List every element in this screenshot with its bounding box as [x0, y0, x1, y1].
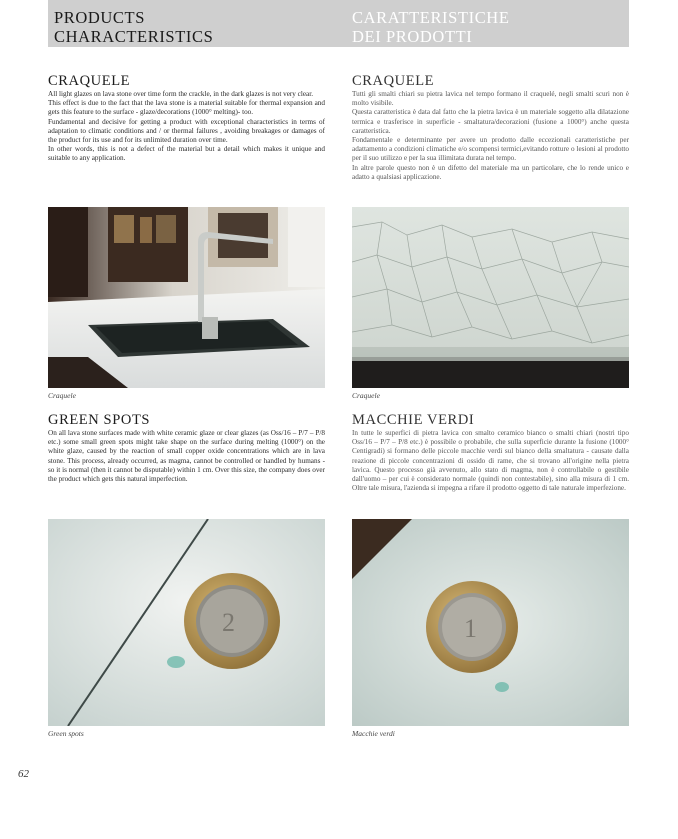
kitchen-sink-photo	[48, 207, 325, 388]
caption-coin-left: Green spots	[48, 729, 84, 738]
paragraph: On all lava stone surfaces made with white ceramic glaze or clear glazes (as Oss/16 – P/7 – P/8 etc.) some small green spots might take shape on the surface during melting (1000°) on the white glaze, caused by the reaction of small copper oxide concentrations which are in lava stone. This process, already occurred, as magma, cannot be controlled or handled by humans - so it is normal (then it cannot be disputable) within 1 cm. Over this size, the company does over the product which gets this natural imperfection.	[48, 429, 325, 484]
caption-crackle: Craquele	[352, 391, 380, 400]
paragraph: This effect is due to the fact that the lava stone is a material suitable for thermal expansion and gets this feature to the surface - glaze/decorations (1000° melting)- too.	[48, 99, 325, 117]
caption-kitchen: Craquele	[48, 391, 76, 400]
craquele-section-en	[48, 73, 325, 164]
paragraph: In other words, this is not a defect of the material but a detail which makes it unique and suitable to any application.	[48, 145, 325, 163]
svg-text:1: 1	[464, 614, 477, 643]
header-title-en: PRODUCTS CHARACTERISTICS	[54, 8, 214, 46]
paragraph: Questa caratteristica è data dal fatto che la pietra lavica è un materiale soggetto alla dilatazione termica e trasferisce in superficie - smaltatura/decorazioni (fusione a 1000°) anche questa caratteristica.	[352, 108, 629, 135]
craquele-section-it	[352, 73, 629, 182]
section-title: CRAQUELE	[352, 73, 435, 89]
paragraph: Fondamentale e determinante per avere un prodotto dalle eccezionali caratteristiche per adattamento a condizioni climatiche e/o scompensi termici,evitando rotture o lesioni al prodotto per il suo utilizzo e per la sua illimitata durata nel tempo.	[352, 136, 629, 163]
svg-text:2: 2	[222, 608, 235, 637]
section-title: CRAQUELE	[48, 73, 131, 89]
paragraph: In tutte le superfici di pietra lavica con smalto ceramico bianco o smalti chiari (nostri tipo Oss/16 – P/7 – P/8 etc.) è possibile o probabile, che sulla superficie durante la fusione (1000° Centigradi) si formano delle piccole macchie verdi sul bianco della smaltatura - causate dalla reazione di piccole concentrazioni di ossido di rame, che si trovano all'origine nella pietra lavica. Questo processo già avvenuto, allo stato di magma, non è controllabile o gestibile dall'uomo – per cui è considerato normale (quindi non contestabile), sino alla misura di 1 cm. Oltre tale misura, l'azienda si impegna a rifare il prodotto oggetto di tale naturale imperfezione.	[352, 429, 629, 493]
green-spots-section-en	[48, 412, 325, 484]
section-title: MACCHIE VERDI	[352, 412, 475, 428]
paragraph: All light glazes on lava stone over time form the crackle, in the dark glazes is not very clear.	[48, 90, 314, 98]
green-spots-section-it	[352, 412, 629, 493]
green-spot-coin-photo	[48, 519, 325, 726]
caption-coin-right: Macchie verdi	[352, 729, 395, 738]
paragraph: In altre parole questo non è un difetto del materiale ma un particolare, che lo rende unico e adatto a qualsiasi applicazione.	[352, 163, 629, 181]
section-title: GREEN SPOTS	[48, 412, 151, 428]
page-number: 62	[18, 768, 29, 780]
macchie-verdi-coin-photo	[352, 519, 629, 726]
paragraph: Tutti gli smalti chiari su pietra lavica nel tempo formano il craquelé, negli smalti scuri non è molto visibile.	[352, 90, 629, 108]
header-title-it: CARATTERISTICHE DEI PRODOTTI	[352, 8, 510, 46]
paragraph: Fundamental and decisive for getting a product with exceptional characteristics in terms of adaptation to climatic conditions and / or thermal failures , avoiding breakages or damages of the product for its use and for its unlimited duration over time.	[48, 117, 325, 145]
header-bar	[48, 0, 629, 47]
crackle-closeup-photo	[352, 207, 629, 388]
